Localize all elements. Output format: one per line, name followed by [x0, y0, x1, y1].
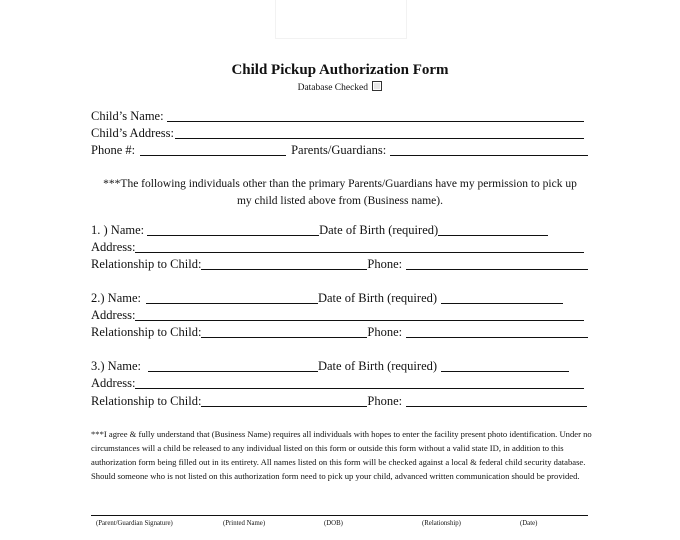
individual-1-name-field[interactable]	[147, 223, 319, 236]
permission-notice	[0, 176, 680, 210]
individual-2-name-label: 2.) Name:	[91, 291, 141, 305]
child-address-label: Child’s Address:	[91, 126, 174, 140]
individual-1-relationship-label: Relationship to Child:	[91, 257, 202, 271]
individual-2-dob-field[interactable]	[441, 291, 563, 304]
individual-3-address-label: Address:	[91, 376, 136, 390]
agreement-text: ***I agree & fully understand that (Business Name) requires all individuals with hopes to enter the facility present photo identification. Under no circumstances will a child be released to any individual listed on this form or outside this form without a valid state ID, in addition to this authorization form being filled out in its entirety. All names listed on this form will be checked against a local & federal child security database. Should someone who is not listed on this authorization form need to pick up your child, advanced written communication should be provided.	[91, 429, 592, 481]
individual-1-name-label: 1. ) Name:	[91, 223, 145, 237]
child-name-label: Child’s Name:	[91, 109, 164, 123]
date-label: (Date)	[520, 520, 538, 527]
relationship-label: (Relationship)	[422, 520, 461, 527]
individual-2-relationship-field[interactable]	[201, 325, 367, 338]
database-checked-label: Database Checked	[297, 83, 369, 93]
dob-label: (DOB)	[324, 520, 343, 527]
individual-1-address-row	[91, 239, 591, 255]
individual-2-name-field[interactable]	[146, 291, 318, 304]
individual-3-relationship-label: Relationship to Child:	[91, 394, 202, 408]
individual-3-dob-field[interactable]	[441, 359, 569, 372]
individual-3-name-field[interactable]	[148, 359, 318, 372]
child-name-row	[91, 108, 591, 124]
individual-1-phone-label: Phone:	[367, 257, 403, 271]
child-phone-row	[91, 142, 591, 158]
individual-1-relationship-row	[91, 256, 591, 272]
individual-1-relationship-field[interactable]	[201, 257, 367, 270]
individual-3-name-row	[91, 358, 591, 374]
parents-label: Parents/Guardians:	[291, 143, 387, 157]
child-address-field[interactable]	[175, 126, 584, 139]
individual-2-relationship-row	[91, 324, 591, 340]
individual-2-dob-label: Date of Birth (required)	[317, 291, 438, 305]
signature-line[interactable]	[91, 515, 588, 516]
child-address-row	[91, 125, 591, 141]
database-checked-checkbox[interactable]	[372, 81, 382, 91]
individual-1-name-row	[91, 222, 591, 238]
child-name-field[interactable]	[167, 109, 584, 122]
individual-3-phone-field[interactable]	[406, 394, 587, 407]
notice-line-2: my child listed above from (Business name).	[236, 195, 443, 207]
individual-2-address-label: Address:	[91, 308, 136, 322]
individual-2-address-row	[91, 307, 591, 323]
individual-3-relationship-field[interactable]	[201, 394, 367, 407]
individual-3-phone-label: Phone:	[367, 394, 403, 408]
individual-1-phone-field[interactable]	[406, 257, 588, 270]
individual-3-name-label: 3.) Name:	[91, 359, 141, 373]
individual-1-dob-label: Date of Birth (required)	[319, 223, 439, 237]
individual-2-name-row	[91, 290, 591, 306]
individual-3-address-field[interactable]	[135, 376, 584, 389]
parents-field[interactable]	[390, 143, 588, 156]
guardian-signature-label: (Parent/Guardian Signature)	[96, 520, 173, 527]
notice-line-1: ***The following individuals other than the primary Parents/Guardians have my permission to pick up	[103, 178, 577, 190]
individual-2-phone-field[interactable]	[406, 325, 588, 338]
database-checked	[0, 81, 680, 93]
printed-name-label: (Printed Name)	[223, 520, 266, 527]
individual-1-dob-field[interactable]	[438, 223, 548, 236]
form-title: Child Pickup Authorization Form	[231, 62, 449, 78]
header-placeholder	[275, 0, 407, 39]
individual-2-address-field[interactable]	[135, 308, 584, 321]
individual-3-address-row	[91, 375, 591, 391]
individual-3-dob-label: Date of Birth (required)	[317, 359, 438, 373]
individual-2-phone-label: Phone:	[367, 325, 403, 339]
individual-3-relationship-row	[91, 393, 591, 409]
child-phone-field[interactable]	[140, 143, 286, 156]
individual-1-address-label: Address:	[91, 240, 136, 254]
individual-2-relationship-label: Relationship to Child:	[91, 325, 202, 339]
child-phone-label: Phone #:	[91, 143, 136, 157]
individual-1-address-field[interactable]	[135, 240, 584, 253]
